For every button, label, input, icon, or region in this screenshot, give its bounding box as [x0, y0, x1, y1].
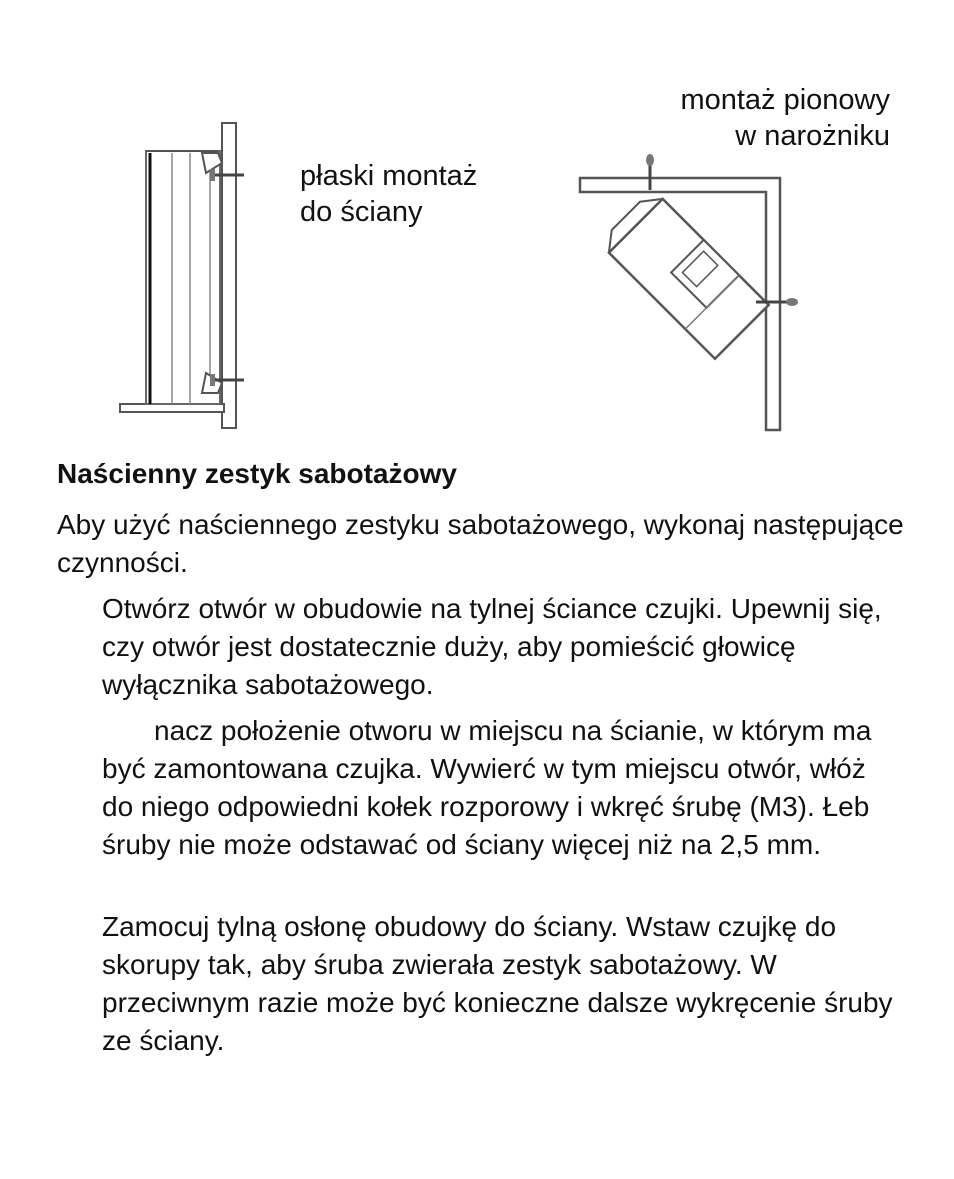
flat-mount-label	[300, 158, 477, 230]
wall	[222, 123, 236, 428]
corner-mount-label-line1: montaż pionowy	[680, 84, 890, 116]
detector-body	[146, 151, 220, 404]
step-1-paragraph: Otwórz otwór w obudowie na tylnej ściance czujki. Upewnij się, czy otwór jest dostatecznie duży, aby pomieścić głowicę wyłącznika sabotażowego.	[102, 593, 882, 700]
flat-mount-label-line1: płaski montaż	[300, 160, 478, 192]
section-heading: Naścienny zestyk sabotażowy	[57, 458, 457, 489]
corner-mount-label	[560, 82, 890, 154]
wall-ledge	[120, 404, 224, 412]
step-3-paragraph: Zamocuj tylną osłonę obudowy do ściany. Wstaw czujkę do skorupy tak, aby śruba zwierała zestyk sabotażowy. W przeciwnym razie może być konieczne dalsze wykręcenie śruby ze ściany.	[102, 911, 893, 1056]
detector-corner-body	[599, 189, 769, 359]
intro-paragraph: Aby użyć naściennego zestyku sabotażowego, wykonaj następujące czynności.	[57, 509, 904, 578]
flat-mount-diagram	[110, 115, 250, 435]
corner-mount-label-line2: w narożniku	[735, 120, 890, 152]
step-2-paragraph: nacz położenie otworu w miejscu na ścianie, w którym ma być zamontowana czujka. Wywierć w tym miejscu otwór, włóż do niego odpowiedni kołek rozporowy i wkręć śrubę (M3). Łeb śruby nie może odstawać od ściany więcej niż na 2,5 mm.	[102, 715, 872, 860]
flat-mount-label-line2: do ściany	[300, 196, 423, 228]
corner-mount-diagram	[570, 150, 800, 435]
